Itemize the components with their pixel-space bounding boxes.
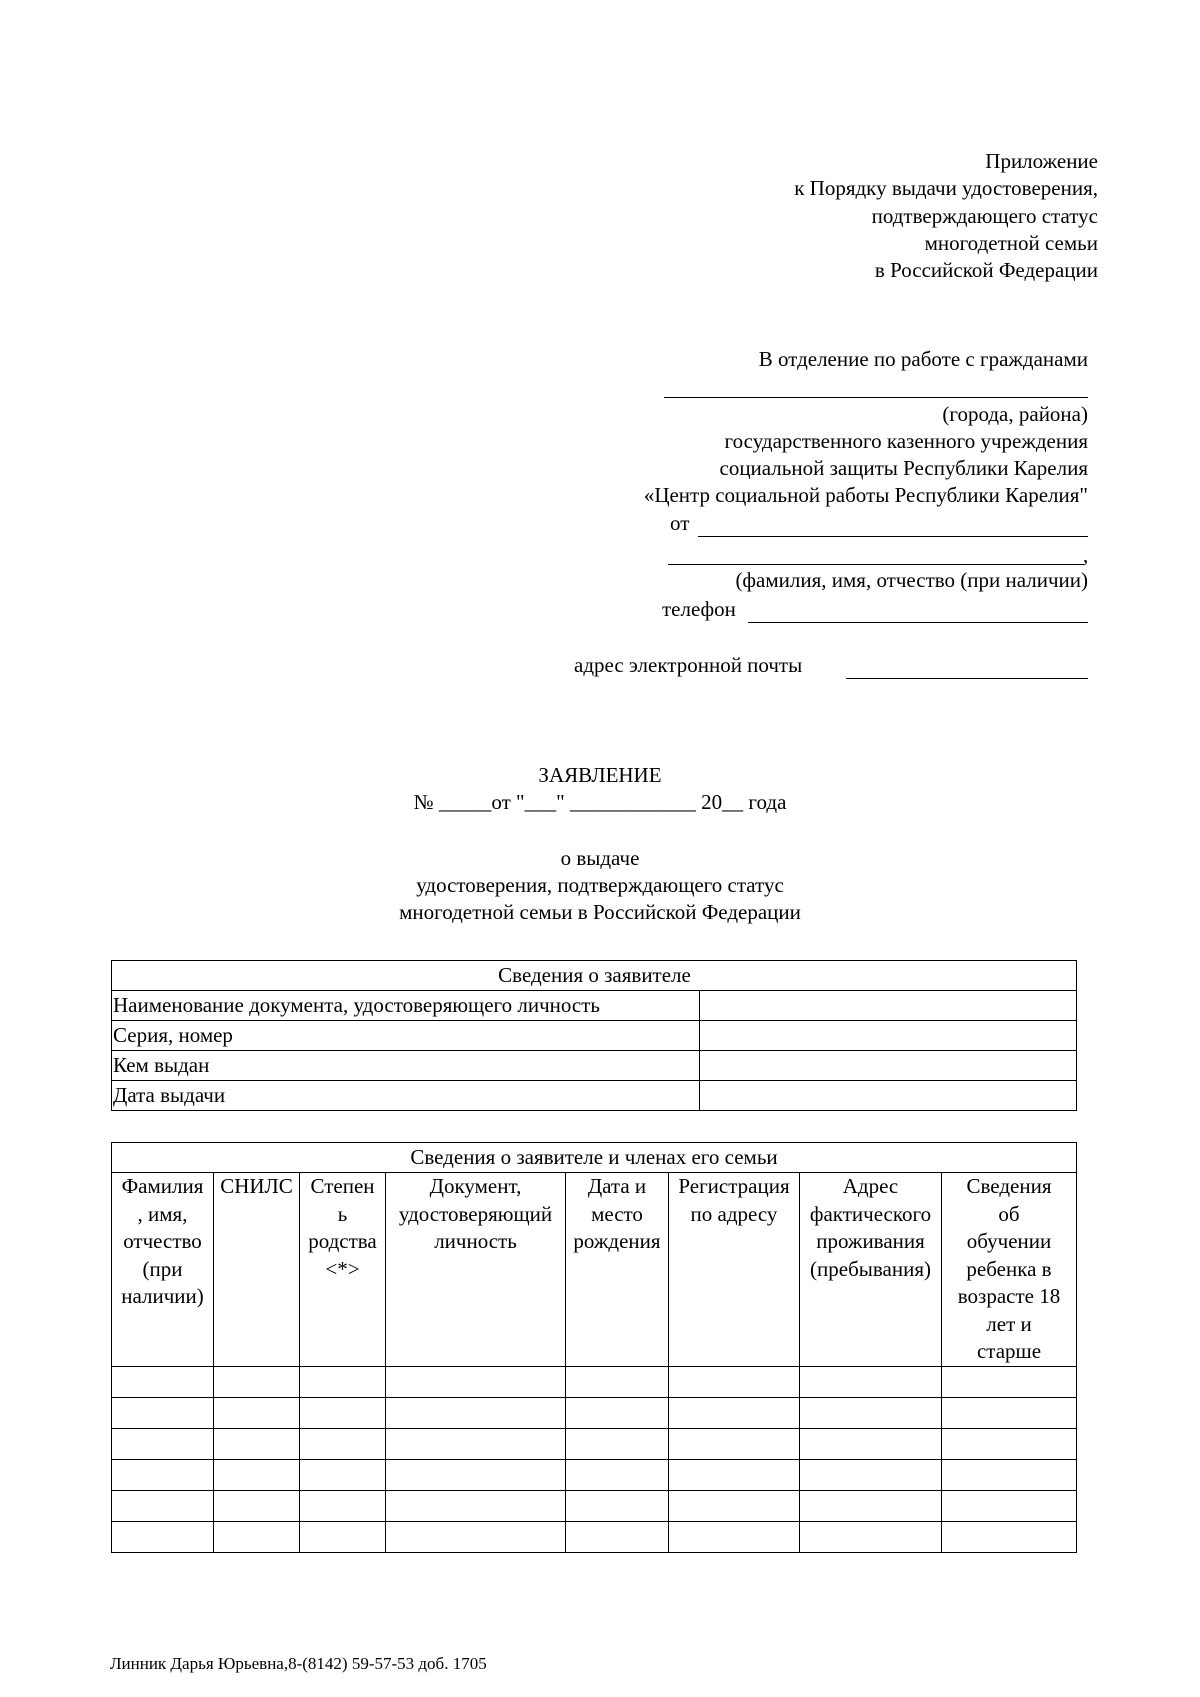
subject-line: о выдаче <box>560 846 640 870</box>
table-cell[interactable] <box>566 1428 669 1459</box>
addressee-line-3: социальной защиты Республики Карелия <box>719 456 1088 480</box>
table-cell[interactable] <box>669 1521 800 1552</box>
table-cell[interactable] <box>300 1490 386 1521</box>
appendix-line: в Российской Федерации <box>874 258 1098 283</box>
appendix-line: к Порядку выдачи удостоверения, <box>794 176 1098 201</box>
table-cell[interactable] <box>386 1397 566 1428</box>
column-header: СНИЛС <box>214 1173 300 1367</box>
column-header: Сведения об обучении ребенка в возрасте 18 лет и старше <box>942 1173 1077 1367</box>
table-row <box>112 1397 1077 1428</box>
table-cell[interactable] <box>669 1459 800 1490</box>
table-cell[interactable] <box>942 1366 1077 1397</box>
addressee-line-2: государственного казенного учреждения <box>724 429 1088 453</box>
table-cell[interactable] <box>942 1459 1077 1490</box>
table-row <box>112 991 1077 1021</box>
appendix-line: многодетной семьи <box>924 230 1098 255</box>
subject-line: удостоверения, подтверждающего статус <box>416 873 784 897</box>
table-cell[interactable] <box>669 1366 800 1397</box>
column-header-row <box>112 1173 1077 1367</box>
name-blank[interactable] <box>668 564 1084 565</box>
column-header: Степен ь родства <*> <box>300 1173 386 1367</box>
table-cell[interactable] <box>566 1366 669 1397</box>
table-cell[interactable] <box>566 1490 669 1521</box>
row-label: Серия, номер <box>112 1021 700 1051</box>
column-header: Адрес фактического проживания (пребывания) <box>800 1173 942 1367</box>
email-blank[interactable] <box>846 678 1088 679</box>
row-value-cell[interactable] <box>700 1021 1077 1051</box>
row-value-cell[interactable] <box>700 1051 1077 1081</box>
city-hint: (города, района) <box>942 402 1088 426</box>
row-label: Дата выдачи <box>112 1081 700 1111</box>
table-cell[interactable] <box>800 1490 942 1521</box>
table-cell[interactable] <box>942 1428 1077 1459</box>
table-cell[interactable] <box>566 1459 669 1490</box>
from-label: от <box>670 511 690 535</box>
applicant-table-header: Сведения о заявителе <box>112 961 1077 991</box>
table-cell[interactable] <box>942 1521 1077 1552</box>
table-cell[interactable] <box>386 1459 566 1490</box>
table-cell[interactable] <box>942 1397 1077 1428</box>
document-title-block <box>0 762 1200 926</box>
family-table-header: Сведения о заявителе и членах его семьи <box>112 1143 1077 1173</box>
table-row <box>112 1521 1077 1552</box>
table-row <box>112 1459 1077 1490</box>
table-cell[interactable] <box>214 1490 300 1521</box>
table-cell[interactable] <box>214 1521 300 1552</box>
table-cell[interactable] <box>112 1397 214 1428</box>
appendix-line: подтверждающего статус <box>871 203 1098 228</box>
table-cell[interactable] <box>800 1397 942 1428</box>
table-row <box>112 1021 1077 1051</box>
appendix-line: Приложение <box>985 149 1098 173</box>
phone-blank[interactable] <box>748 622 1088 623</box>
table-cell[interactable] <box>214 1397 300 1428</box>
table-cell[interactable] <box>214 1459 300 1490</box>
table-cell[interactable] <box>112 1459 214 1490</box>
phone-label: телефон <box>662 597 736 621</box>
applicant-info-table <box>111 960 1077 1111</box>
table-cell[interactable] <box>669 1490 800 1521</box>
subject-line: многодетной семьи в Российской Федерации <box>399 900 801 924</box>
column-header: Фамилия , имя, отчество (при наличии) <box>112 1173 214 1367</box>
table-cell[interactable] <box>386 1366 566 1397</box>
table-cell[interactable] <box>112 1521 214 1552</box>
table-cell[interactable] <box>300 1459 386 1490</box>
table-cell[interactable] <box>214 1366 300 1397</box>
table-cell[interactable] <box>112 1490 214 1521</box>
table-cell[interactable] <box>300 1521 386 1552</box>
row-label: Кем выдан <box>112 1051 700 1081</box>
row-value-cell[interactable] <box>700 991 1077 1021</box>
table-row <box>112 1081 1077 1111</box>
number-date-line: № _____от "___" ____________ 20__ года <box>413 790 787 814</box>
table-cell[interactable] <box>386 1428 566 1459</box>
table-cell[interactable] <box>112 1366 214 1397</box>
row-label: Наименование документа, удостоверяющего личность <box>112 991 700 1021</box>
table-cell[interactable] <box>669 1428 800 1459</box>
addressee-line-4: «Центр социальной работы Республики Карелия" <box>643 483 1088 507</box>
table-cell[interactable] <box>214 1428 300 1459</box>
family-members-table <box>111 1142 1077 1553</box>
table-cell[interactable] <box>800 1459 942 1490</box>
document-title: ЗАЯВЛЕНИЕ <box>538 763 662 787</box>
name-hint: (фамилия, имя, отчество (при наличии) <box>735 568 1088 592</box>
department-blank[interactable] <box>664 397 1088 398</box>
column-header: Документ, удостоверяющий личность <box>386 1173 566 1367</box>
from-blank[interactable] <box>698 536 1088 537</box>
addressee-block <box>0 0 1200 700</box>
table-cell[interactable] <box>800 1366 942 1397</box>
table-cell[interactable] <box>800 1521 942 1552</box>
column-header: Дата и место рождения <box>566 1173 669 1367</box>
table-cell[interactable] <box>942 1490 1077 1521</box>
table-cell[interactable] <box>669 1397 800 1428</box>
table-row <box>112 1490 1077 1521</box>
table-row <box>112 1428 1077 1459</box>
table-cell[interactable] <box>566 1521 669 1552</box>
column-header: Регистрация по адресу <box>669 1173 800 1367</box>
table-cell[interactable] <box>300 1428 386 1459</box>
table-cell[interactable] <box>800 1428 942 1459</box>
email-label: адрес электронной почты <box>574 653 803 677</box>
name-comma: , <box>1083 543 1089 567</box>
table-row <box>112 1051 1077 1081</box>
table-cell[interactable] <box>386 1521 566 1552</box>
table-cell[interactable] <box>300 1366 386 1397</box>
table-cell[interactable] <box>112 1428 214 1459</box>
table-cell[interactable] <box>300 1397 386 1428</box>
table-cell[interactable] <box>566 1397 669 1428</box>
table-cell[interactable] <box>386 1490 566 1521</box>
row-value-cell[interactable] <box>700 1081 1077 1111</box>
footer-contact: Линник Дарья Юрьевна,8-(8142) 59-57-53 доб. 1705 <box>110 1654 487 1673</box>
addressee-line-1: В отделение по работе с гражданами <box>758 347 1088 371</box>
table-row <box>112 1366 1077 1397</box>
